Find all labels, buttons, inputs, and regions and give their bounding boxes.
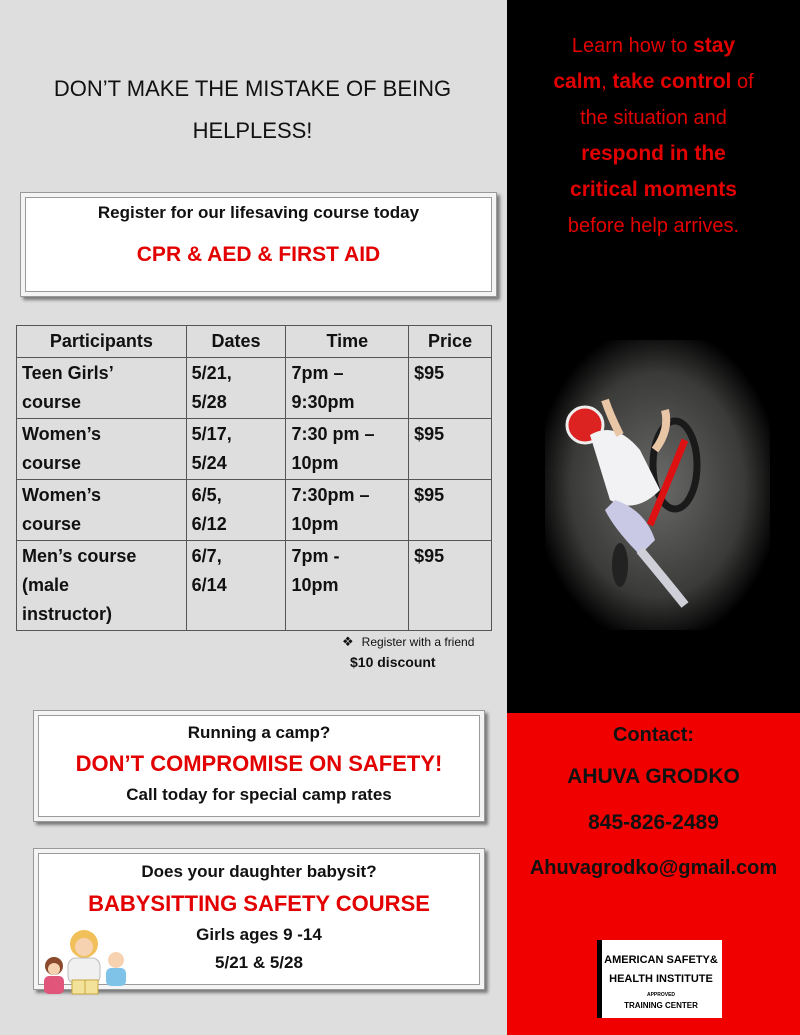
cell-line: course: [22, 392, 82, 412]
friend-note-text: Register with a friend: [361, 635, 475, 649]
friend-note: [342, 634, 474, 650]
cell-line: 10pm: [291, 514, 339, 534]
contact-name: AHUVA GRODKO: [567, 765, 740, 788]
cell-line: 7:30pm –: [291, 485, 370, 505]
cell-line: 7:30 pm –: [291, 424, 375, 444]
price-cell: $95: [409, 480, 492, 541]
cell-line: 5/28: [191, 392, 227, 412]
dates-cell: [186, 419, 286, 480]
babysit-ages: Girls ages 9 -14: [196, 925, 322, 944]
camp-box: [33, 710, 485, 822]
schedule-table: [16, 325, 492, 631]
participants-cell: [17, 541, 187, 631]
tagline-emphasis: calm: [553, 70, 602, 93]
cell-line: 10pm: [291, 575, 339, 595]
tagline-emphasis: critical moments: [570, 178, 737, 201]
cell-line: 5/21,: [191, 363, 232, 383]
cell-line: 6/12: [191, 514, 227, 534]
tagline-emphasis: take control: [612, 70, 732, 93]
register-text: Register for our lifesaving course today: [97, 203, 420, 222]
price-cell: $95: [409, 419, 492, 480]
tagline-text: Learn how to: [571, 35, 694, 57]
contact-email[interactable]: Ahuvagrodko@gmail.com: [529, 857, 778, 879]
cell-line: Men’s course: [22, 546, 137, 566]
price-cell: $95: [409, 358, 492, 419]
cell-line: instructor): [22, 604, 112, 624]
camp-headline: DON’T COMPROMISE ON SAFETY!: [75, 751, 443, 776]
time-cell: [286, 541, 409, 631]
dates-cell: [186, 541, 286, 631]
cell-line: 9:30pm: [291, 392, 355, 412]
dates-cell: [186, 480, 286, 541]
babysit-dates: 5/21 & 5/28: [215, 953, 303, 972]
participants-cell: [17, 480, 187, 541]
cell-line: course: [22, 453, 82, 473]
time-cell: [286, 358, 409, 419]
table-header-row: [17, 326, 492, 358]
register-box: [20, 192, 497, 297]
cell-line: 6/7,: [191, 546, 222, 566]
col-header-time: Time: [286, 326, 409, 358]
cell-line: 6/14: [191, 575, 227, 595]
logo-line3: APPROVED: [646, 992, 676, 998]
headline-line1: DON’T MAKE THE MISTAKE OF BEING: [53, 76, 452, 101]
table-row: [17, 419, 492, 480]
tagline-line2: [520, 64, 787, 100]
cell-line: 7pm –: [291, 363, 344, 383]
tagline-line4: [520, 136, 787, 172]
tagline-text: of: [731, 71, 754, 93]
price-cell: $95: [409, 541, 492, 631]
time-cell: [286, 419, 409, 480]
table-row: [17, 358, 492, 419]
asi-logo: [597, 940, 722, 1018]
dates-cell: [186, 358, 286, 419]
cell-line: course: [22, 514, 82, 534]
cell-line: 5/17,: [191, 424, 232, 444]
fallen-child-photo: [545, 340, 770, 630]
learn-tagline: [520, 28, 787, 244]
contact-phone[interactable]: 845-826-2489: [588, 811, 719, 834]
logo-line4: TRAINING CENTER: [624, 1001, 698, 1010]
cell-line: 5/24: [191, 453, 227, 473]
tagline-emphasis: respond in the: [581, 142, 726, 165]
time-cell: [286, 480, 409, 541]
tagline-line5: [520, 172, 787, 208]
col-header-dates: Dates: [186, 326, 286, 358]
headline-line2: HELPLESS!: [192, 118, 313, 143]
tagline-text: ,: [601, 71, 613, 93]
logo-line1: AMERICAN SAFETY&: [604, 954, 718, 966]
camp-question: Running a camp?: [187, 723, 331, 742]
cell-line: 6/5,: [191, 485, 222, 505]
tagline-line3: the situation and: [580, 107, 727, 129]
tagline-line1: [520, 28, 787, 64]
logo-line2: HEALTH INSTITUTE: [609, 973, 713, 985]
diamond-bullet-icon: ❖: [342, 634, 354, 649]
cell-line: Teen Girls’: [22, 363, 114, 383]
discount-text: $10 discount: [350, 654, 436, 670]
table-row: [17, 541, 492, 631]
participants-cell: [17, 358, 187, 419]
cell-line: 10pm: [291, 453, 339, 473]
babysit-question: Does your daughter babysit?: [141, 862, 377, 881]
table-row: [17, 480, 492, 541]
participants-cell: [17, 419, 187, 480]
contact-block: [507, 720, 800, 880]
babysit-course-title: BABYSITTING SAFETY COURSE: [88, 891, 430, 916]
camp-cta: Call today for special camp rates: [126, 785, 392, 804]
headline: [20, 68, 485, 152]
babysitter-clipart: [38, 922, 130, 1002]
course-title: CPR & AED & FIRST AID: [136, 243, 381, 266]
cell-line: (male: [22, 575, 70, 595]
cell-line: Women’s: [22, 424, 102, 444]
col-header-price: Price: [409, 326, 492, 358]
cell-line: 7pm -: [291, 546, 340, 566]
cell-line: Women’s: [22, 485, 102, 505]
tagline-emphasis: stay: [693, 34, 736, 57]
col-header-participants: Participants: [17, 326, 187, 358]
tagline-line6: before help arrives.: [567, 215, 740, 237]
contact-heading: Contact:: [612, 724, 695, 746]
